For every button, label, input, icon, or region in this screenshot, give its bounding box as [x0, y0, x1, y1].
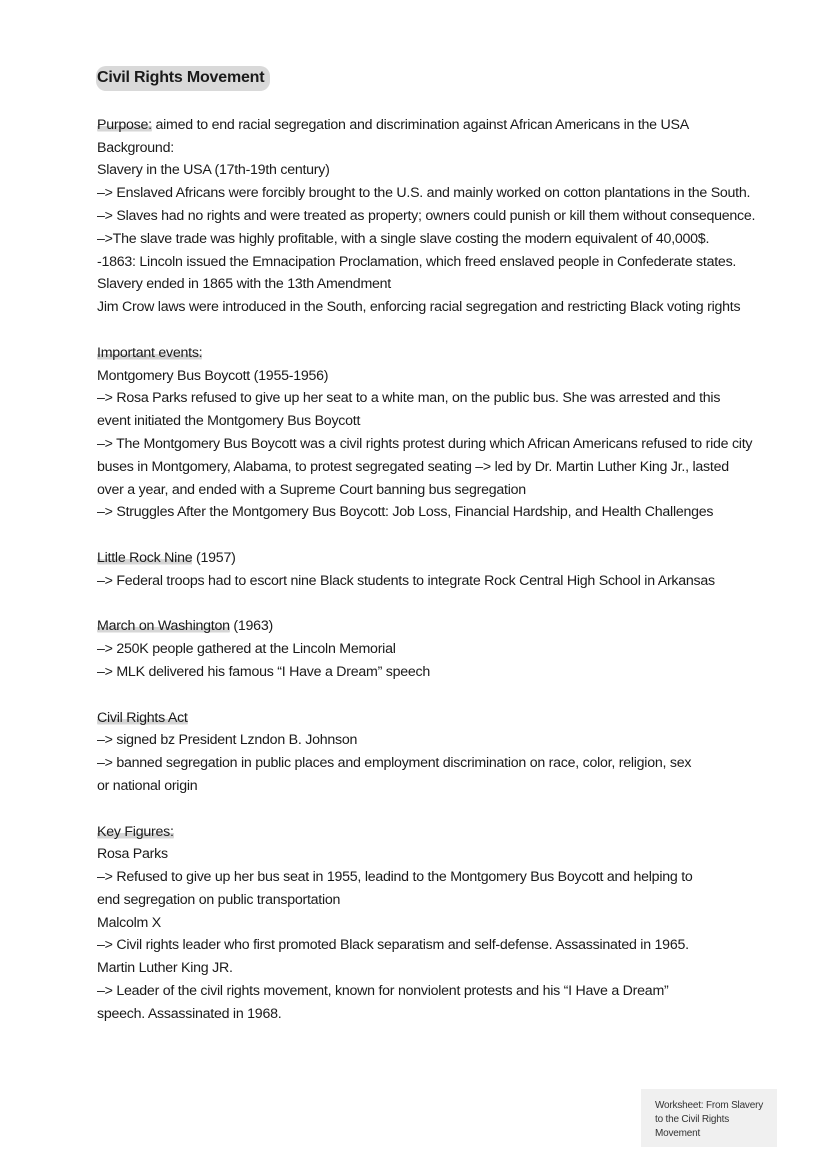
civil-rights-act-label: Civil Rights Act: [97, 709, 188, 726]
background-line: –> Enslaved Africans were forcibly brought to the U.S. and mainly worked on cotton plantations in the South.: [97, 185, 751, 202]
montgomery-point: –> Rosa Parks refused to give up her seat to a white man, on the public bus. She was arrested and this event initiated the Montgomery Bus Boycott: [97, 390, 721, 430]
spacer: [97, 319, 757, 342]
montgomery-point: –> Struggles After the Montgomery Bus Boycott: Job Loss, Financial Hardship, and Health Challenges: [97, 504, 714, 521]
purpose-text: aimed to end racial segregation and discrimination against African Americans in the USA: [151, 116, 689, 133]
important-events-label: Important events:: [97, 344, 203, 361]
background-line: -1863: Lincoln issued the Emnacipation Proclamation, which freed enslaved people in Confederate states.: [97, 253, 737, 270]
civil-rights-act-point: –> banned segregation in public places and employment discrimination on race, color, religion, sex or national origin: [97, 755, 692, 794]
background-line: –>The slave trade was highly profitable, with a single slave costing the modern equivalent of 40,000$.: [97, 230, 710, 247]
background-line: Jim Crow laws were introduced in the South, enforcing racial segregation and restricting Black voting rights: [97, 299, 741, 316]
key-figures-label: Key Figures:: [97, 823, 174, 840]
footer-box: [641, 1089, 777, 1147]
background-heading: Background:: [97, 139, 174, 156]
purpose-line: [97, 114, 757, 137]
montgomery-title: Montgomery Bus Boycott (1955-1956): [97, 367, 329, 384]
figure-description: –> Refused to give up her bus seat in 1955, leadind to the Montgomery Bus Boycott and helping to end segregation on public transportation: [97, 869, 693, 908]
march-point: –> MLK delivered his famous “I Have a Dream” speech: [97, 663, 431, 680]
background-line: –> Slaves had no rights and were treated as property; owners could punish or kill them without consequence.: [97, 207, 756, 224]
document-body: [97, 66, 757, 1026]
important-events-heading: [97, 342, 757, 365]
footer-text: Worksheet: From Slavery to the Civil Rights Movement: [655, 1100, 764, 1139]
figure-description: –> Civil rights leader who first promoted Black separatism and self-defense. Assassinated in 1965.: [97, 937, 689, 954]
march-label: March on Washington: [97, 618, 230, 635]
montgomery-point: –> The Montgomery Bus Boycott was a civil rights protest during which African Americans refused to ride city buses in Montgomery, Alabama, to protest segregated seating –> led by Dr. Martin Luther King Jr., lasted over a year, and ended with a Supreme Court banning bus segregation: [97, 435, 753, 498]
purpose-label: Purpose:: [97, 116, 152, 133]
key-figures-heading: [97, 821, 757, 844]
background-line: Slavery ended in 1865 with the 13th Amendment: [97, 276, 391, 293]
civil-rights-act-point: –> signed bz President Lzndon B. Johnson: [97, 732, 358, 749]
spacer: [97, 798, 757, 821]
little-rock-year: (1957): [192, 549, 236, 566]
little-rock-point: –> Federal troops had to escort nine Black students to integrate Rock Central High School in Arkansas: [97, 572, 715, 589]
background-line: Slavery in the USA (17th-19th century): [97, 162, 330, 179]
page-title: Civil Rights Movement: [96, 66, 270, 91]
spacer: [97, 524, 757, 547]
spacer: [97, 684, 757, 707]
figure-description: –> Leader of the civil rights movement, known for nonviolent protests and his “I Have a Dream” speech. Assassinated in 1968.: [97, 983, 669, 1022]
little-rock-label: Little Rock Nine: [97, 549, 193, 566]
spacer: [97, 593, 757, 616]
little-rock-title: [97, 547, 757, 570]
civil-rights-act-title: [97, 707, 757, 730]
figure-name: Martin Luther King JR.: [97, 960, 233, 977]
figure-name: Malcolm X: [97, 914, 161, 931]
march-title: [97, 615, 757, 638]
march-point: –> 250K people gathered at the Lincoln Memorial: [97, 641, 396, 658]
march-year: (1963): [229, 618, 273, 635]
figure-name: Rosa Parks: [97, 846, 168, 863]
